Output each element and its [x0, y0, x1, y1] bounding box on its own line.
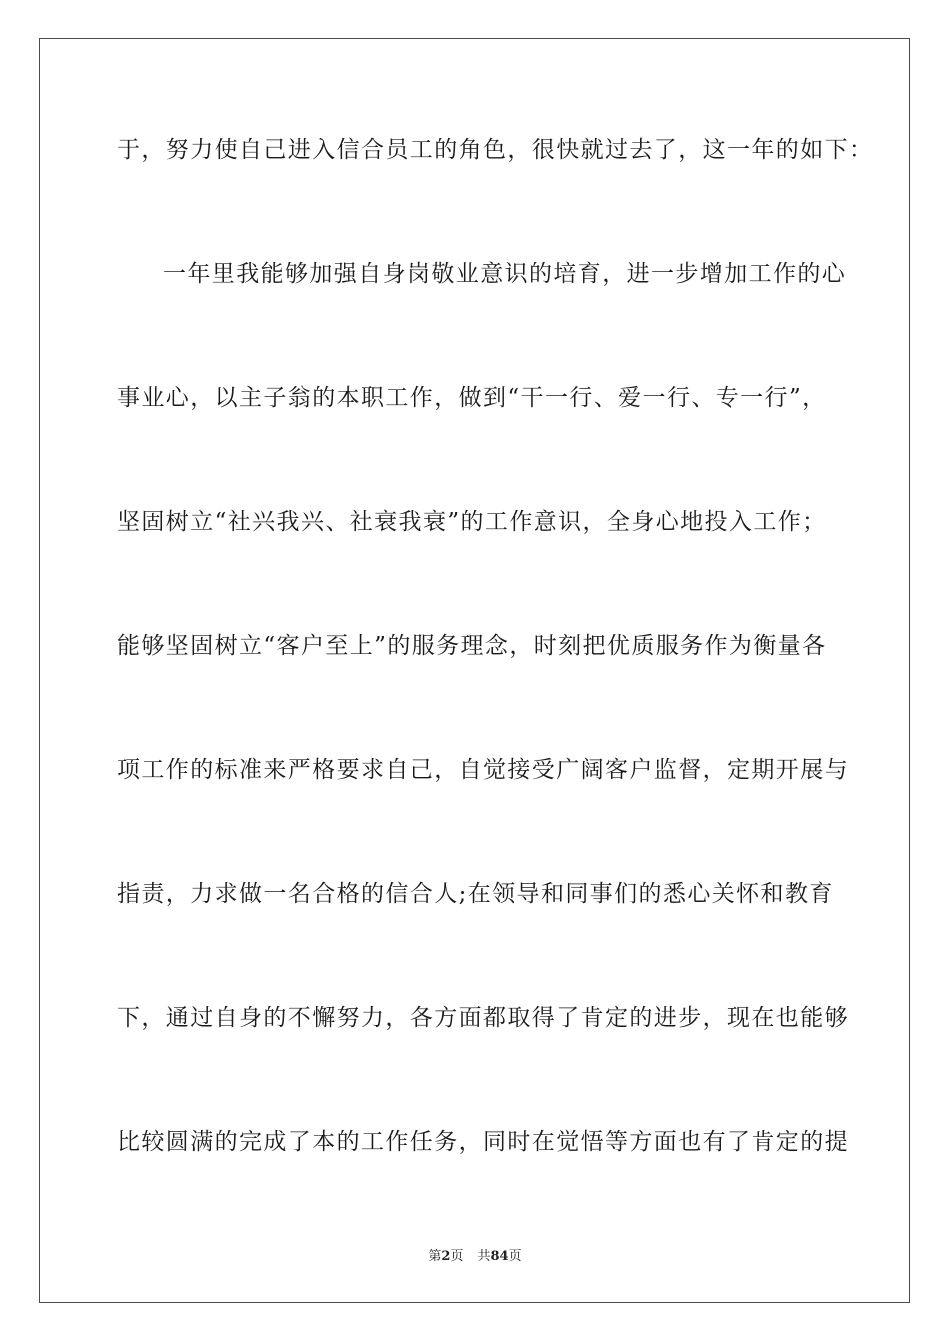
body-line-3: 事业心，以主子翁的本职工作，做到“干一行、爱一行、专一行”，: [117, 385, 827, 411]
footer-total-suffix: 页: [508, 1249, 522, 1264]
page-footer: [0, 1248, 950, 1266]
body-line-6: 项工作的标准来严格要求自己，自觉接受广阔客户监督，定期开展与: [117, 757, 849, 783]
body-line-1: 于，努力使自己进入信合员工的角色，很快就过去了，这一年的如下：: [117, 137, 874, 163]
body-line-4: 坚固树立“社兴我兴、社衰我衰”的工作意识，全身心地投入工作；: [117, 509, 827, 535]
page-frame: [39, 38, 910, 1303]
body-line-2: 一年里我能够加强自身岗敬业意识的培育，进一步增加工作的心: [163, 261, 847, 287]
footer-total-pages: 84: [490, 1249, 509, 1264]
footer-page-number: 2: [441, 1249, 451, 1264]
footer-total-prefix: 共: [477, 1249, 491, 1264]
body-line-9: 比较圆满的完成了本的工作任务，同时在觉悟等方面也有了肯定的提: [117, 1129, 849, 1155]
footer-page-prefix: 第: [428, 1249, 442, 1264]
body-line-8: 下，通过自身的不懈努力，各方面都取得了肯定的进步，现在也能够: [117, 1005, 849, 1031]
body-line-7: 指责，力求做一名合格的信合人;在领导和同事们的悉心关怀和教育: [117, 881, 834, 907]
body-line-5: 能够坚固树立“客户至上”的服务理念，时刻把优质服务作为衡量各: [117, 633, 827, 659]
footer-page-suffix: 页: [450, 1249, 464, 1264]
